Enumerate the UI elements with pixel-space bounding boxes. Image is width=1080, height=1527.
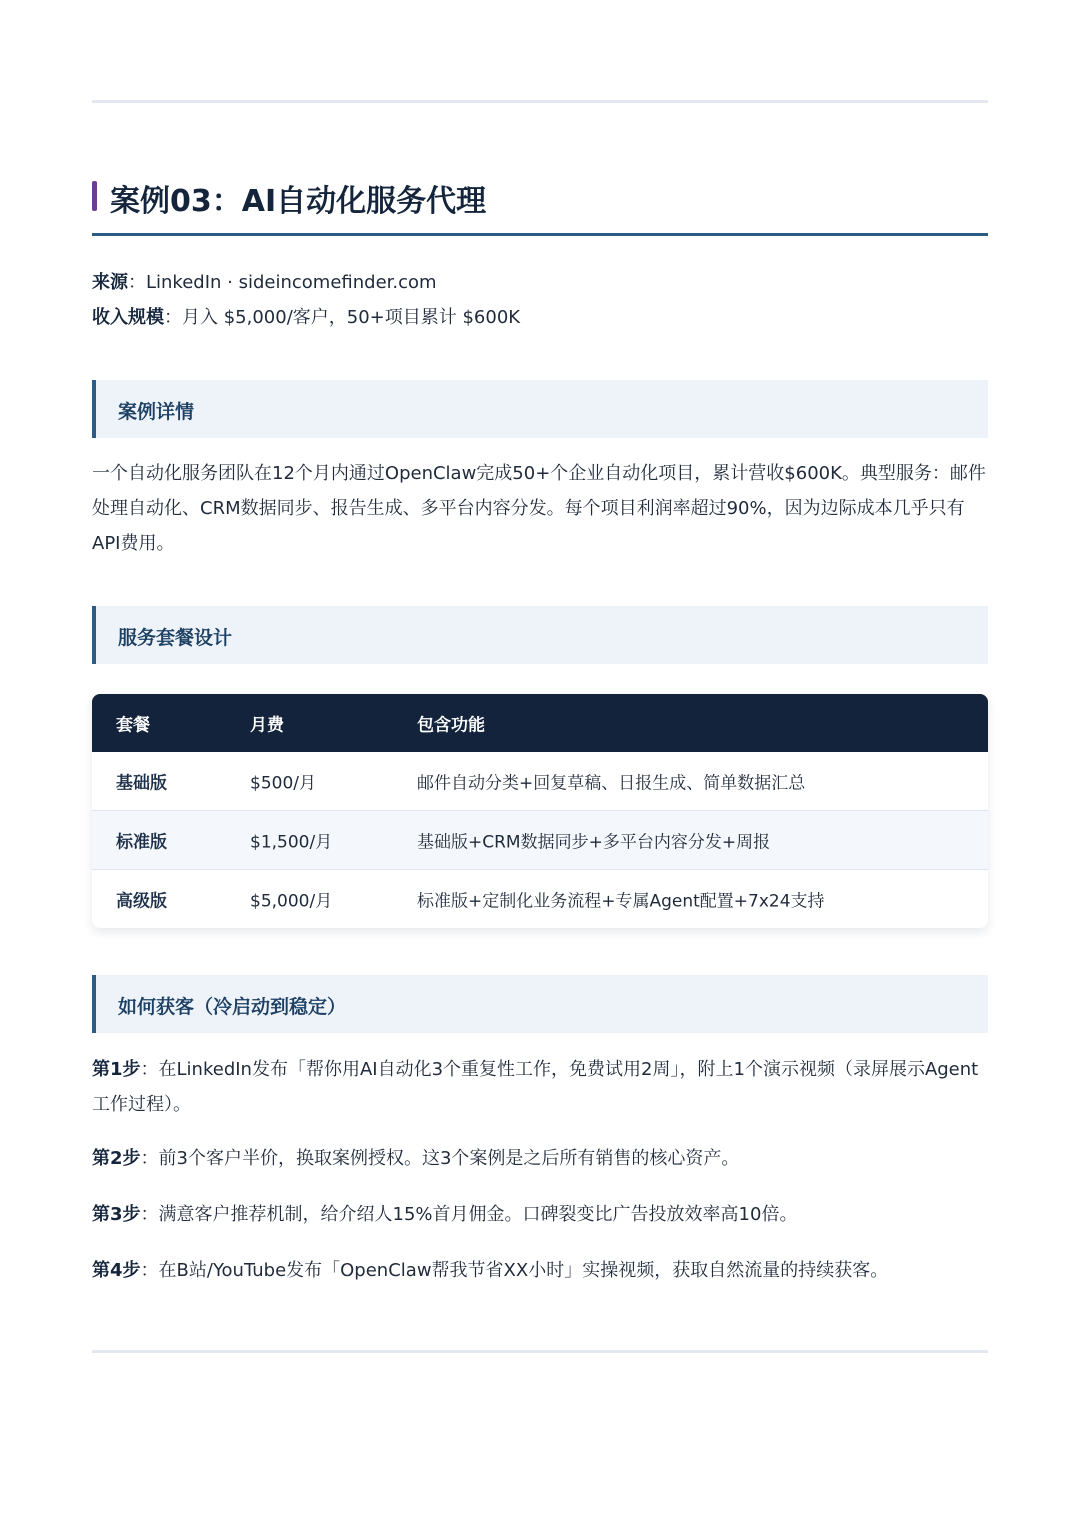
package-features-cell: 邮件自动分类+回复草稿、日报生成、简单数据汇总 [417,773,806,794]
package-fee-cell: $500/月 [250,773,316,794]
step-label: 第3步 [92,1204,141,1225]
income-label: 收入规模 [92,307,164,328]
section-heading-details [92,380,988,438]
package-name-cell: 标准版 [116,832,167,853]
step-item [92,1197,988,1232]
package-fee-cell: $5,000/月 [250,891,333,912]
bottom-divider [92,1350,988,1353]
package-fee-cell: $1,500/月 [250,832,333,853]
table-row [92,870,988,928]
step-text: ：在LinkedIn发布「帮你用AI自动化3个重复性工作，免费试用2周」，附上1个演示视频（录屏展示Agent工作过程）。 [92,1059,979,1115]
package-features-cell: 基础版+CRM数据同步+多平台内容分发+周报 [417,832,771,853]
header-cell-fee: 月费 [250,715,284,736]
step-item [92,1253,988,1288]
source-line [92,268,437,294]
step-item [92,1141,988,1176]
page-title: 案例03：AI自动化服务代理 [110,184,487,219]
step-text: ：满意客户推荐机制，给介绍人15%首月佣金。口碑裂变比广告投放效率高10倍。 [140,1204,798,1225]
top-divider [92,100,988,103]
source-label: 来源 [92,272,128,293]
table-header-row [92,694,988,752]
step-text: ：前3个客户半价，换取案例授权。这3个案例是之后所有销售的核心资产。 [140,1148,740,1169]
section-heading-packages [92,606,988,664]
packages-table [92,694,988,928]
step-label: 第2步 [92,1148,141,1169]
title-accent-bar [92,181,97,211]
package-name-cell: 基础版 [116,773,167,794]
header-cell-features: 包含功能 [417,715,485,736]
section-heading-text: 如何获客（冷启动到稳定） [118,996,347,1018]
table-row [92,752,988,811]
table-row [92,811,988,870]
header-cell-package: 套餐 [116,715,150,736]
income-value: ：月入 $5,000/客户，50+项目累计 $600K [164,307,521,328]
section-heading-text: 服务套餐设计 [118,627,233,649]
section-heading-text: 案例详情 [118,401,195,423]
page-title-block [92,168,988,236]
package-features-cell: 标准版+定制化业务流程+专属Agent配置+7x24支持 [417,891,825,912]
income-line [92,303,520,329]
package-name-cell: 高级版 [116,891,167,912]
step-label: 第4步 [92,1260,141,1281]
step-item [92,1052,988,1122]
step-label: 第1步 [92,1059,141,1080]
source-value: ：LinkedIn · sideincomefinder.com [128,272,437,293]
section-heading-acquisition [92,975,988,1033]
step-text: ：在B站/YouTube发布「OpenClaw帮我节省XX小时」实操视频，获取自然流量的持续获客。 [140,1260,889,1281]
details-paragraph: 一个自动化服务团队在12个月内通过OpenClaw完成50+个企业自动化项目，累计营收$600K。典型服务：邮件处理自动化、CRM数据同步、报告生成、多平台内容分发。每个项目利润率超过90%，因为边际成本几乎只有API费用。 [92,463,986,554]
